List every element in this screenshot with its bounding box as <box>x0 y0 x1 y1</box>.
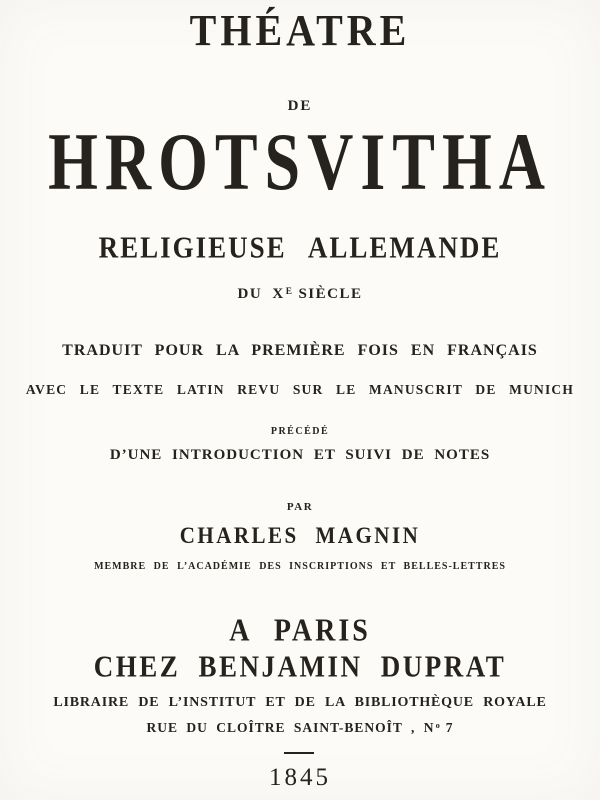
century-superscript: E <box>285 286 294 297</box>
author-name: CHARLES MAGNIN <box>179 521 421 549</box>
address-prefix: RUE DU CLOÎTRE SAINT-BENOÎT , N <box>146 720 435 735</box>
subtitle: RELIGIEUSE ALLEMANDE <box>98 230 502 265</box>
imprint-address-line2 <box>0 721 600 735</box>
publication-year: 1845 <box>269 764 331 791</box>
imprint-city: A PARIS <box>229 613 371 649</box>
century-line <box>0 287 600 302</box>
century-suffix: SIÈCLE <box>298 286 363 302</box>
author-name-display: HROTSVITHA <box>48 115 552 207</box>
imprint-address-line1: LIBRAIRE DE L’INSTITUT ET DE LA BIBLIOTHÈQUE ROYALE <box>53 695 547 710</box>
description-line-introduction: D’UNE INTRODUCTION ET SUIVI DE NOTES <box>109 447 491 463</box>
imprint-publisher: CHEZ BENJAMIN DUPRAT <box>93 649 507 684</box>
century-prefix: DU X <box>237 286 285 302</box>
description-line-latin-text: AVEC LE TEXTE LATIN REVU SUR LE MANUSCRIT DE MUNICH <box>25 382 575 397</box>
divider-rule <box>284 752 314 754</box>
book-title: THÉATRE <box>189 4 411 56</box>
address-number: 7 <box>445 720 454 735</box>
title-connector-de: DE <box>287 98 313 114</box>
description-line-translated: TRADUIT POUR LA PREMIÈRE FOIS EN FRANÇAIS <box>62 342 538 359</box>
by-label: PAR <box>286 501 314 513</box>
description-line-preceded: PRÉCÉDÉ <box>270 426 330 437</box>
address-number-superscript: o <box>435 721 441 731</box>
author-credentials: MEMBRE DE L’ACADÉMIE DES INSCRIPTIONS ET BELLES-LETTRES <box>94 561 506 572</box>
